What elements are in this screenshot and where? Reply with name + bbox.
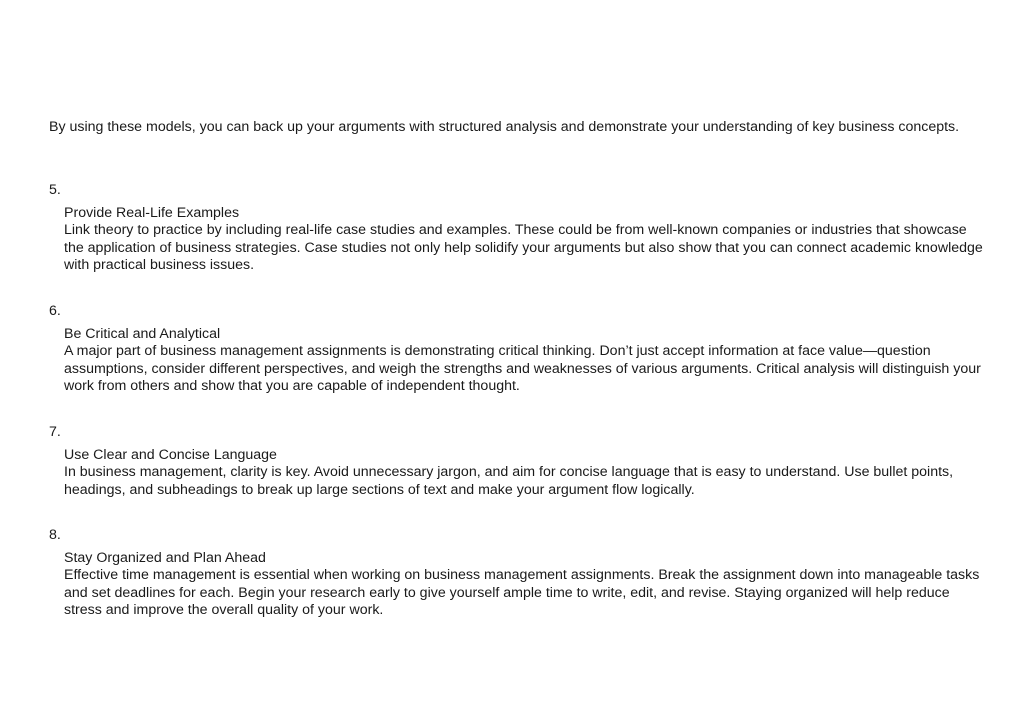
list-item-number: 8. — [49, 527, 61, 543]
list-item-body — [64, 326, 984, 395]
list-item-body — [64, 447, 984, 499]
list-item-number: 5. — [49, 182, 61, 198]
list-item-title: Stay Organized and Plan Ahead — [64, 550, 266, 567]
list-item — [49, 424, 984, 499]
list-item-number: 6. — [49, 303, 61, 319]
list-item-text: Effective time management is essential when working on business management assignments. Break the assignment down into manageable tasks and set deadlines for each. Begin your research early to give yourself ample time to write, edit, and revise. Staying organized will help reduce stress and improve the overall quality of your work. — [64, 567, 980, 618]
list-item-text: In business management, clarity is key. Avoid unnecessary jargon, and aim for concise language that is easy to understand. Use bullet points, headings, and subheadings to break up large sections of text and make your argument flow logically. — [64, 464, 954, 498]
list-item-body — [64, 205, 984, 274]
list-item-text: A major part of business management assignments is demonstrating critical thinking. Don’t just accept information at face value—question assumptions, consider different perspectives, and weigh the strengths and weaknesses of various arguments. Critical analysis will distinguish your work from others and show that you are capable of independent thought. — [64, 343, 981, 394]
list-item-title: Be Critical and Analytical — [64, 326, 221, 343]
list-item — [49, 182, 984, 274]
list-item — [49, 303, 984, 395]
list-item-body — [64, 550, 984, 619]
list-item-title: Use Clear and Concise Language — [64, 447, 277, 464]
list-item-number: 7. — [49, 424, 61, 440]
list-item-title: Provide Real-Life Examples — [64, 205, 240, 222]
intro-paragraph: By using these models, you can back up your arguments with structured analysis and demonstrate your understanding of key business concepts. — [49, 119, 960, 135]
list-item-text: Link theory to practice by including real-life case studies and examples. These could be from well-known companies or industries that showcase the application of business strategies. Case studies not only help solidify your arguments but also show that you can connect academic knowledge with practical business issues. — [64, 222, 983, 273]
list-item — [49, 527, 984, 619]
document-page — [49, 119, 984, 618]
